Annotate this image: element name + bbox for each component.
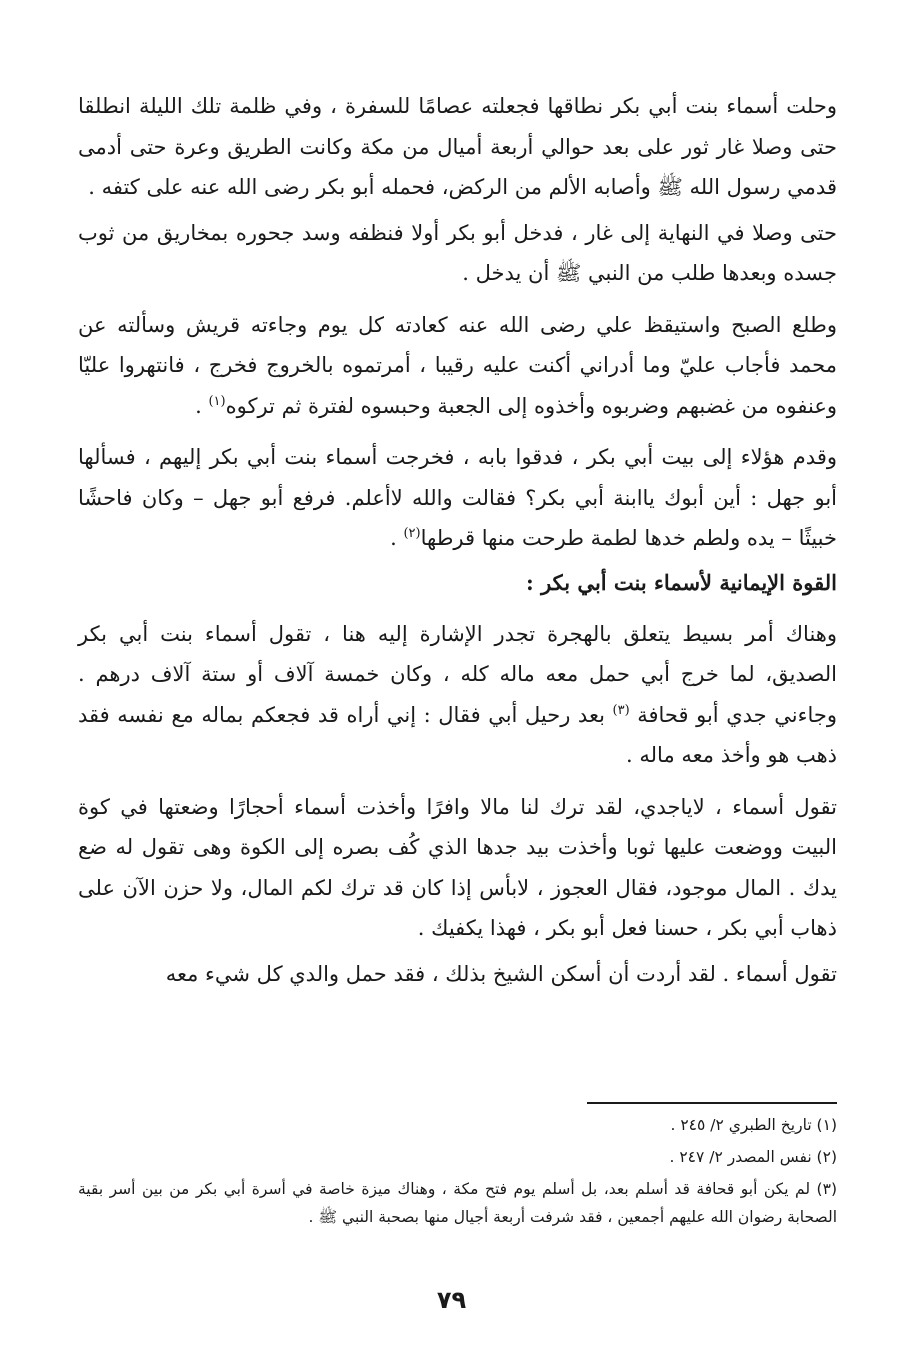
- footnotes-section: [78, 1111, 837, 1235]
- paragraph-5-text-a: وهناك أمر بسيط يتعلق بالهجرة تجدر الإشارة إليه هنا ، تقول أسماء بنت أبي بكر الصديق، لما خرج أبي حمل معه ماله كله ، وكان خمسة آلاف أو ستة آلاف درهم . وجاءني جدي أبو قحافة: [78, 621, 837, 727]
- section-heading: القوة الإيمانية لأسماء بنت أبي بكر :: [526, 569, 837, 595]
- paragraph-1: وحلت أسماء بنت أبي بكر نطاقها فجعلته عصامًا للسفرة ، وفي ظلمة تلك الليلة انطلقا حتى وصلا غار ثور على بعد حوالي أربعة أميال من مكة وكانت الطريق وعرة حتى أدمى قدمي رسول الله ﷺ وأصابه الألم من الركض، فحمله أبو بكر رضى الله عنه على كتفه .: [78, 94, 837, 199]
- paragraph-5: [78, 614, 837, 776]
- paragraph-5-text-b: بعد رحيل أبي فقال : إني أراه قد فجعكم بماله مع نفسه فقد ذهب هو وأخذ معه ماله .: [78, 702, 837, 767]
- footnote-3: (٣) لم يكن أبو قحافة قد أسلم بعد، بل أسلم يوم فتح مكة ، وهناك ميزة خاصة في أسرة أبي بكر من بين أسر بقية الصحابة رضوان الله عليهم أجمعين ، فقد شرفت أربعة أجيال منها بصحبة النبي ﷺ .: [78, 1180, 837, 1226]
- paragraph-4: [78, 437, 837, 559]
- paragraph-6: تقول أسماء ، لاياجدي، لقد ترك لنا مالا وافرًا وأخذت أسماء أحجارًا وضعتها في كوة البيت ووضعت عليها ثوبا وأخذت بيد جدها الذي كُف بصره إلى الكوة وهى تقول له ضع يدك . المال موجود، فقال العجوز ، لابأس إذا كان قد ترك لكم المال، ولا حزن الآن على ذهاب أبي بكر ، حسنا فعل أبو بكر ، فهذا يكفيك .: [78, 794, 837, 940]
- footnote-ref-2[interactable]: (٢): [403, 526, 421, 541]
- page-body: [78, 86, 837, 994]
- paragraph-2: حتى وصلا في النهاية إلى غار ، فدخل أبو بكر أولا فنظفه وسد جحوره بمخاريق من ثوب جسده وبعدها طلب من النبي ﷺ أن يدخل .: [78, 220, 837, 285]
- paragraph-4-end: .: [390, 526, 404, 550]
- paragraph-7: تقول أسماء . لقد أردت أن أسكن الشيخ بذلك ، فقد حمل والدي كل شيء معه: [165, 961, 837, 986]
- footnote-divider: [587, 1102, 837, 1104]
- paragraph-3-text: وطلع الصبح واستيقظ علي رضى الله عنه كعادته كل يوم وجاءته قريش وسألته عن محمد فأجاب عليّ وما أدراني أكنت عليه رقيبا ، أمرتموه بالخروج فخرج ، فانتهروا عليّا وعنفوه من غضبهم وضربوه وأخذوه إلى الجعبة وحبسوه لفترة ثم تركوه: [78, 312, 837, 418]
- paragraph-3: [78, 305, 837, 427]
- footnote-1: (١) تاريخ الطبري ٢/ ٢٤٥ .: [670, 1116, 837, 1134]
- footnote-ref-3[interactable]: (٣): [612, 702, 630, 718]
- footnote-2: (٢) نفس المصدر ٢/ ٢٤٧ .: [669, 1148, 837, 1166]
- paragraph-3-end: .: [195, 393, 209, 418]
- paragraph-4-text: وقدم هؤلاء إلى بيت أبي بكر ، فدقوا بابه ، فخرجت أسماء بنت أبي بكر إليهم ، فسألها أبو جهل : أين أبوك ياابنة أبي بكر؟ فقالت والله لاأعلم. فرفع أبو جهل – وكان فاحشًا خبيثًا – يده ولطم خدها لطمة طرحت منها قرطها: [78, 445, 837, 550]
- page-number: ٧٩: [436, 1286, 467, 1314]
- footnote-ref-1[interactable]: (١): [208, 393, 226, 409]
